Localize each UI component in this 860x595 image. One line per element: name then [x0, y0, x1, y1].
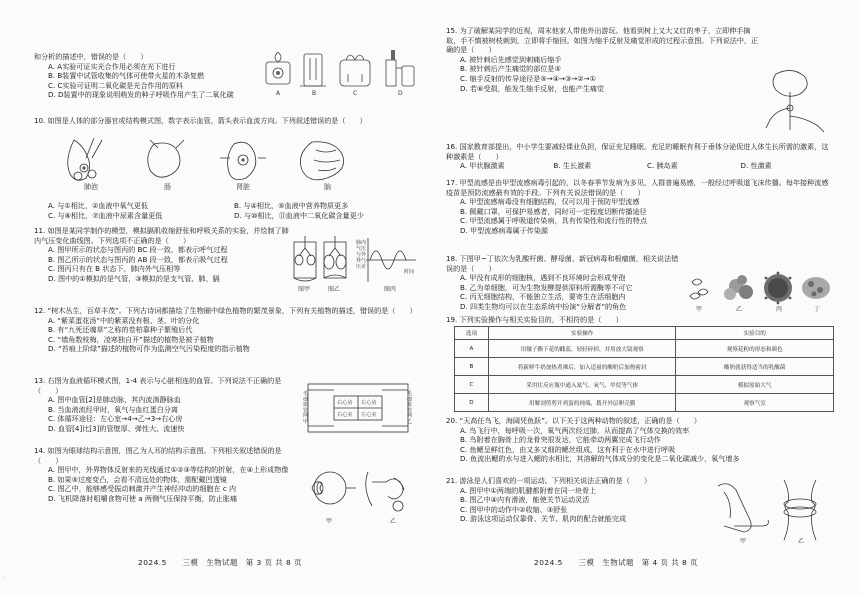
option: C. 体循环途径：左心室→4→乙→3→右心房 [48, 414, 183, 424]
table-cell: 观察气室 [676, 394, 834, 412]
exam-page-4 [446, 0, 834, 595]
option: D. 鱼流出鳃的水与进入鳃的水相比，其溶解的气体成分的变化是二氧化碳减少，氧气增多 [460, 454, 740, 464]
option: D. 血管[4]比[3]的管壁厚、弹性大、流速快 [48, 423, 185, 433]
option: B. 图乙所示的状态与图丙的 AB 段一致，都表示吸气过程 [48, 254, 228, 264]
microbe-figures [686, 266, 834, 312]
chamber-label: 右心室 [337, 412, 353, 418]
question-19 [446, 315, 834, 325]
question-stem: 18. 下图甲~丁依次为乳酸杆菌、酵母菌、新冠病毒和根瘤菌，相关说法错误的是（ ） [446, 254, 679, 273]
chamber-label: 左心室 [361, 412, 377, 418]
question-16 [446, 142, 834, 171]
figure-label: 图乙 [328, 286, 341, 293]
organ-label-alveolus: 肺泡 [84, 183, 98, 191]
organ-figures [54, 134, 364, 190]
option: B. 有“九死还魂草”之称的卷柏靠种子繁殖后代 [48, 325, 193, 335]
table-cell: C [455, 376, 489, 394]
table-header: 实验目的 [676, 327, 834, 340]
table-row [455, 394, 834, 412]
question-stem: 16. 国家教育部提出，中小学生要减轻课业负担，保证充足睡眠。充足的睡眠有利于垂体分泌促进人体生长所需的激素，这种激素是（ ） [446, 142, 829, 161]
question-13 [34, 376, 290, 434]
question-17 [446, 178, 834, 236]
chamber-label: 左心房 [361, 400, 377, 406]
question-21 [446, 476, 704, 524]
question-20 [446, 416, 834, 464]
option: C. 缩手反射的传导途径是⑤→④→③→②→① [460, 73, 596, 83]
eye-ear-figures [306, 462, 418, 526]
option: B. 与④相比，⑤血液中营养物质更多 [234, 201, 349, 210]
breathing-model-figure [290, 232, 420, 294]
question-stem: 21. 游泳是人们喜欢的一项运动。下列相关说法正确的是（ ） [446, 476, 652, 485]
figure-label: A [276, 90, 281, 97]
option: C. 图丙只有在 B 状态下，肺内外气压相等 [48, 264, 181, 274]
question-10 [34, 116, 420, 126]
figure-label: 图丙 [384, 286, 397, 293]
exam-page-3 [34, 0, 420, 595]
page-footer: 2024.5 三模 生物试题 第 4 页 共 8 页 [534, 558, 698, 567]
option: C. 鱼鳃呈鲜红色，由又多又细的鳃丝组成，这有利于在水中进行呼吸 [460, 444, 676, 454]
option: B. 佩戴口罩，可保护易感者，同时可一定程度切断传播途径 [460, 206, 647, 216]
question-stem: 11. 如图是某同学制作的模型，模拟膈肌收缩舒张和呼吸关系的实验，并绘制了肺内气压变化曲线图。下列选项不正确的是（ ） [34, 226, 289, 245]
table-cell: D [455, 394, 489, 412]
option: D. 甲型流感病毒属于传染源 [460, 225, 549, 235]
figure-label: B [312, 90, 317, 97]
option: D. 性激素 [740, 161, 772, 171]
option: A. 图中血管[2]是肺动脉，其内流淌静脉血 [48, 395, 181, 405]
option: B. 生长激素 [553, 161, 592, 171]
option: A. 与①相比，②血液中氧气更低 [48, 201, 148, 210]
option: D. 图中的①模拟的是气管，③模拟的是支气管、肺、膈 [48, 273, 220, 283]
figure-label: 甲 [740, 538, 747, 545]
option: A. “紫菜蛋花汤”中的紫菜没有根、茎、叶的分化 [48, 315, 200, 325]
figure-label: 乙 [798, 538, 805, 545]
option: A. 甲状腺激素 [460, 161, 505, 171]
option: C. 甲型流感属于呼吸道传染病，具有传染性和流行性的特点 [460, 216, 647, 226]
figure-label: 乙 [390, 518, 397, 525]
question-stem: 17. 甲型流感是由甲型流感病毒引起的，以冬春季节发病为多见，人群普遍易感，一般经过呼吸道飞沫传播。每年接种流感疫苗是预防流感最有效的手段。下列有关说法错误的是（ ） [446, 178, 829, 197]
option: A. 被针刺后先感觉到刺痛后缩手 [460, 54, 562, 64]
table-cell: 将新鲜牛奶加热煮沸后，加入适量的酸奶后加热密封 [488, 358, 675, 376]
table-cell: 采用往反应瓶中通入氮气、氧气、甲烷等气体 [488, 376, 675, 394]
figure-label: 丙 [776, 306, 783, 313]
chamber-label: 右心房 [337, 400, 353, 406]
question-12 [34, 306, 420, 354]
chart-axis-label: 时间 [404, 269, 415, 275]
arm-joint-figures [710, 474, 832, 546]
table-cell: B [455, 358, 489, 376]
option: A. 甲型流感病毒没有细胞结构，仅可以用于预防甲型流感 [460, 197, 640, 207]
organ-label-brain: 脑 [324, 183, 331, 191]
figure-label: D [398, 90, 403, 97]
option: C. C实验可证明二氧化碳是光合作用的原料 [48, 80, 184, 90]
option: B. 被针刺后产生痛觉的部位是⑤ [460, 64, 561, 74]
table-header-row [455, 327, 834, 340]
question-stem: 和分析的描述中，错误的是（ ） [34, 52, 148, 61]
question-11 [34, 226, 290, 284]
table-cell: 观察花粉的形态和颜色 [676, 340, 834, 358]
option: B. 乙为单细胞，可为生物发酵提供原料所需酶等不可它 [460, 282, 633, 292]
option: C. 胰岛素 [647, 161, 678, 171]
option: C. 图甲中的动作中②收缩、③舒张 [460, 504, 568, 514]
option: D. 四类生物均可以在生态系统中扮演“分解者”的角色 [460, 301, 627, 311]
question-stem: 19. 下列实验操作与相关实验目的，不相符的是（ ） [446, 315, 623, 324]
question-stem: 12. “树木丛生，百草丰茂”。下列古诗词都描绘了生物圈中绿色植物的繁茂景象，下列有关植物的描述，错误的是（ ） [34, 306, 417, 315]
option: C. 丙无细胞结构，不能独立生活，要寄生在活细胞内 [460, 292, 626, 302]
question-15 [446, 26, 760, 93]
table-cell: 用解剖剪剪开鸡蛋的钝端，拨开外层卵壳膜 [488, 394, 675, 412]
option: D. 与⑩相比，⑪血液中二氧化碳含量更少 [234, 210, 364, 220]
figure-label: 丁 [814, 306, 821, 313]
side-label: 毛细血管网乙 [407, 391, 413, 425]
option: A. 图甲所示的状态与图丙的 BC 段一致，都表示呼气过程 [48, 245, 228, 255]
question-stem: 15. 为了破解某同学的近视，周末他家人带他外出游玩。他看到树上又大又红的枣子，立即伸手摘取，手不慎被树枝刺到，立即将手缩回。如图为缩手反射及痛觉形成的过程示意图。下列说法中，正确的是（ ） [446, 26, 759, 55]
question-stem: 13. 右图为血液循环模式图，1-4 表示与心脏相连的血管。下列说法不正确的是（ ） [34, 376, 282, 395]
option: B. 如果⑤过度变凸，会看不清远处的物体，需配戴凹透镜 [48, 474, 227, 484]
side-label: 毛细血管网甲 [303, 391, 309, 425]
reflex-arc-figure [762, 68, 832, 138]
option: A. A实验可证实光合作用必须在光下进行 [48, 61, 176, 71]
option: A. 甲没有成形的细胞核，遇到不良环境时会形成芽孢 [460, 273, 626, 283]
question-18 [446, 254, 684, 312]
option: A. 图甲中①两端的肌腱都附着在同一块骨上 [460, 485, 597, 495]
option: B. 图乙中④内有滑液，能使关节运动灵活 [460, 495, 590, 505]
table-row [455, 340, 834, 358]
question-stem: 20. “天高任鸟飞，海阔凭鱼跃”。以下关于这两种动物的叙述，正确的是（ ） [446, 416, 701, 425]
option: D. 游泳这项运动仅靠骨、关节、肌肉的配合就能完成 [460, 514, 627, 524]
option: A. 图甲中，外界物体反射来的光线通过①②③等结构的折射，在④上形成物像 [48, 465, 289, 475]
option: B. B装置中试管收集的气体可使带火星的木条复燃 [48, 71, 205, 81]
figure-label: 甲 [326, 518, 333, 525]
table-cell: A [455, 340, 489, 358]
table-row [455, 358, 834, 376]
option: D. 若⑥受损，能发生缩手反射，也能产生痛觉 [460, 83, 605, 93]
figure-label: 乙 [736, 306, 743, 313]
option: B. 鸟附着在胸骨上的龙骨突很发达，它能牵动两翼完成飞行动作 [460, 435, 661, 445]
figure-label: 图甲 [298, 286, 311, 293]
option: D. “苔痕上阶绿”描述的植物可作为监测空气污染程度的指示植物 [48, 344, 250, 354]
figure-label: C [353, 90, 358, 97]
option: C. 与⑧相比，⑦血液中尿素含量更低 [48, 210, 163, 220]
circulation-diagram [302, 378, 414, 438]
chart-axis-label: 肺内气压与外界气压差 [356, 240, 367, 270]
table-row [455, 376, 834, 394]
option: C. 图乙中，能够感受振动刺激并产生神经冲动的细胞在 c 内 [48, 484, 237, 494]
option: C. “墙角数枝梅，凌寒独自开”描述的植物是被子植物 [48, 334, 214, 344]
table-header: 实验操作 [488, 327, 675, 340]
scan-mark: · [4, 575, 6, 582]
organ-label-kidney: 肾脏 [236, 183, 250, 191]
experiment-table [454, 326, 834, 412]
option: B. 当血液流经甲时，氧气与血红蛋白分离 [48, 404, 178, 414]
question-10-options [34, 201, 420, 220]
figure-label: 甲 [696, 306, 703, 313]
organ-label-intestine: 肠 [164, 183, 171, 191]
table-cell: 用镊子撕下花的雌蕊，轻轻碎掉，并用放大镜观察 [488, 340, 675, 358]
option: D. D装置中的现象说明萌发的种子呼吸作用产生了二氧化碳 [48, 90, 234, 100]
experiment-figures [260, 44, 420, 100]
option: A. 鸟飞行中，每呼吸一次，氧气两次经过肺，从而提高了气体交换的效率 [460, 425, 690, 435]
question-stem: 14. 如图为眼球结构示意图，图乙为人耳的结构示意图。下列相关叙述错误的是（ ） [34, 446, 282, 465]
table-cell: 酸奶就获得适当的乳酸菌 [676, 358, 834, 376]
table-cell: 模拟原始大气 [676, 376, 834, 394]
table-header: 选项 [455, 327, 489, 340]
question-14 [34, 446, 304, 504]
page-footer: 2024.5 三模 生物试题 第 3 页 共 8 页 [138, 558, 302, 567]
question-stem: 10. 如图是人体的部分器官或结构模式图，数字表示血管，箭头表示血流方向。下列叙述错误的是（ ） [34, 116, 367, 125]
option: D. 飞机降落时咀嚼食物可使 a 两侧气压保持平衡，防止胀痛 [48, 493, 238, 503]
